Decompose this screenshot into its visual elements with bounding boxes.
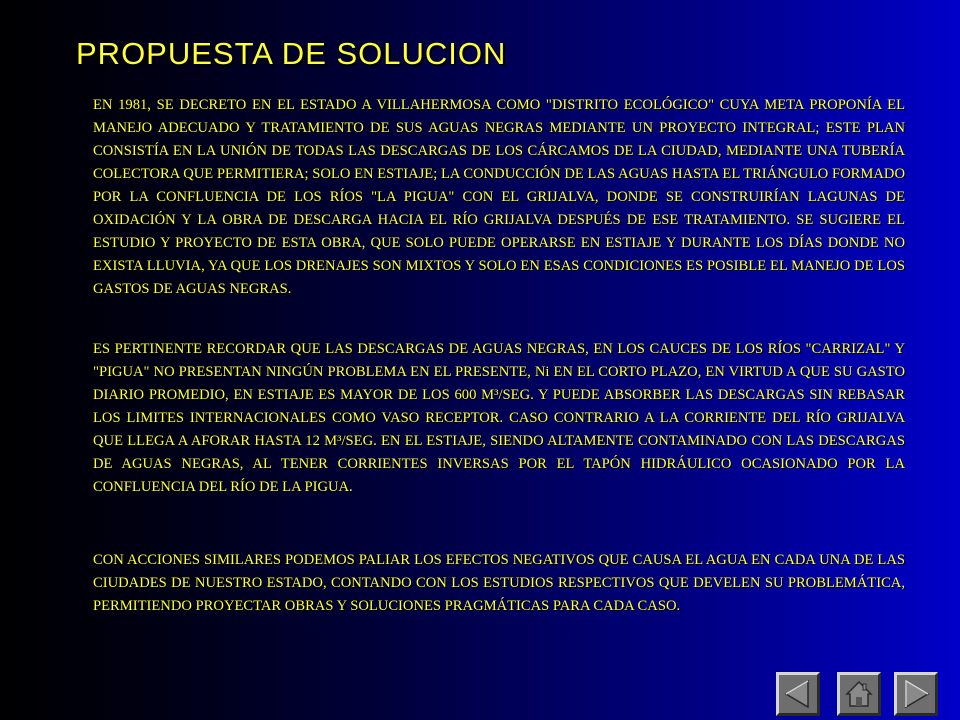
triangle-right-icon	[901, 679, 931, 709]
previous-slide-button[interactable]	[776, 672, 820, 716]
triangle-left-icon	[783, 679, 813, 709]
home-icon	[844, 679, 874, 709]
paragraph-rivers: ES PERTINENTE RECORDAR QUE LAS DESCARGAS DE AGUAS NEGRAS, EN LOS CAUCES DE LOS RÍOS "CARRIZAL" Y "PIGUA" NO PRESENTAN NINGÚN PROBLEMA EN EL PRESENTE, Ni EN EL CORTO PLAZO, EN VIRTUD A QUE SU GASTO DIARIO PROMEDIO, EN ESTIAJE ES MAYOR DE LOS 600 M³/SEG. Y PUEDE ABSORBER LAS DESCARGAS SIN REBASAR LOS LIMITES INTERNACIONALES COMO VASO RECEPTOR. CASO CONTRARIO A LA CORRIENTE DEL RÍO GRIJALVA QUE LLEGA A AFORAR HASTA 12 M³/SEG. EN EL ESTIAJE, SIENDO ALTAMENTE CONTAMINADO CON LAS DESCARGAS DE AGUAS NEGRAS, AL TENER CORRIENTES INVERSAS POR EL TAPÓN HIDRÁULICO OCASIONADO POR LA CONFLUENCIA DEL RÍO DE LA PIGUA.	[93, 341, 905, 495]
next-slide-button[interactable]	[894, 672, 938, 716]
paragraph-conclusion: CON ACCIONES SIMILARES PODEMOS PALIAR LOS EFECTOS NEGATIVOS QUE CAUSA EL AGUA EN CADA UNA DE LAS CIUDADES DE NUESTRO ESTADO, CONTANDO CON LOS ESTUDIOS RESPECTIVOS QUE DEVELEN SU PROBLEMÁTICA, PERMITIENDO PROYECTAR OBRAS Y SOLUCIONES PRAGMÁTICAS PARA CADA CASO.	[93, 552, 905, 614]
paragraph-decree: EN 1981, SE DECRETO EN EL ESTADO A VILLAHERMOSA COMO "DISTRITO ECOLÓGICO" CUYA META PROPONÍA EL MANEJO ADECUADO Y TRATAMIENTO DE SUS AGUAS NEGRAS MEDIANTE UN PROYECTO INTEGRAL; ESTE PLAN CONSISTÍA EN LA UNIÓN DE TODAS LAS DESCARGAS DE LOS CÁRCAMOS DE LA CIUDAD, MEDIANTE UNA TUBERÍA COLECTORA QUE PERMITIERA; SOLO EN ESTIAJE; LA CONDUCCIÓN DE LAS AGUAS HASTA EL TRIÁNGULO FORMADO POR LA CONFLUENCIA DE LOS RÍOS "LA PIGUA" CON EL GRIJALVA, DONDE SE CONSTRUIRÍAN LAGUNAS DE OXIDACIÓN Y LA OBRA DE DESCARGA HACIA EL RÍO GRIJALVA DESPUÉS DE ESE TRATAMIENTO. SE SUGIERE EL ESTUDIO Y PROYECTO DE ESTA OBRA, QUE SOLO PUEDE OPERARSE EN ESTIAJE Y DURANTE LOS DÍAS DONDE NO EXISTA LLUVIA, YA QUE LOS DRENAJES SON MIXTOS Y SOLO EN ESAS CONDICIONES ES POSIBLE EL MANEJO DE LOS GASTOS DE AGUAS NEGRAS.	[93, 97, 905, 297]
home-button[interactable]	[837, 672, 881, 716]
slide-title: PROPUESTA DE SOLUCION	[76, 36, 507, 71]
